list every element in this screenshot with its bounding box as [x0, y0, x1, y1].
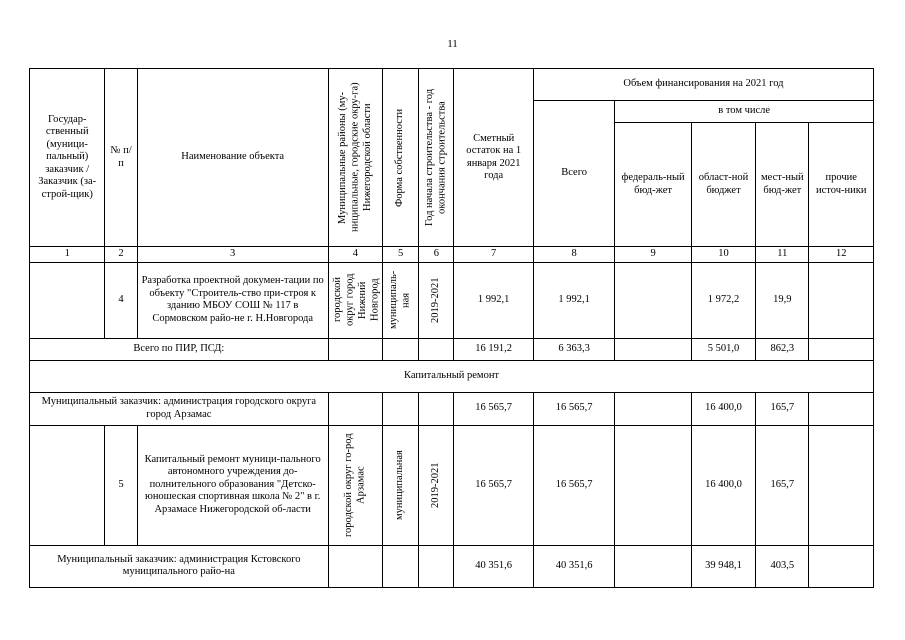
other-value: [809, 262, 874, 338]
col-number: 5: [383, 247, 419, 263]
header-balance: Сметный остаток на 1 января 2021 года: [454, 69, 533, 247]
object-name: Разработка проектной докумен-тации по объекту "Строитель-ство при-строя к зданию МБОУ СОШ № 117 в Сормовском райо-не г. Н.Новгорода: [137, 262, 328, 338]
customer-label: Муниципальный заказчик: администрация Кстовского муниципального райо-на: [30, 545, 329, 587]
col-number: 12: [809, 247, 874, 263]
col-number: 3: [137, 247, 328, 263]
table-row: [30, 392, 874, 425]
header-regional: област-ной бюджет: [691, 123, 755, 247]
header-funding-group: Объем финансирования на 2021 год: [533, 69, 873, 101]
local-value: 19,9: [756, 262, 809, 338]
regional-value: 16 400,0: [691, 425, 755, 545]
col-number: 4: [328, 247, 382, 263]
row-index: 5: [105, 425, 137, 545]
years: 2019-2021: [430, 277, 442, 323]
header-federal: федераль-ный бюд-жет: [615, 123, 691, 247]
header-total: Всего: [533, 101, 614, 247]
header-ownership: Форма собственности: [394, 108, 406, 207]
col-number: 11: [756, 247, 809, 263]
total-value: 1 992,1: [533, 262, 614, 338]
section-title: Капитальный ремонт: [30, 360, 874, 392]
table-row: [30, 262, 874, 338]
col-number: 2: [105, 247, 137, 263]
federal-value: [615, 262, 691, 338]
total-value: 16 565,7: [533, 392, 614, 425]
regional-value: 5 501,0: [691, 338, 755, 360]
balance-value: 1 992,1: [454, 262, 533, 338]
table-row: [30, 545, 874, 587]
total-value: 6 363,3: [533, 338, 614, 360]
customer-label: Муниципальный заказчик: администрация городского округа город Арзамас: [30, 392, 329, 425]
ownership: муниципальная: [394, 450, 406, 520]
page-number: 11: [447, 38, 458, 50]
total-label: Всего по ПИР, ПСД:: [30, 338, 329, 360]
regional-value: 16 400,0: [691, 392, 755, 425]
regional-value: 39 948,1: [691, 545, 755, 587]
col-number: 10: [691, 247, 755, 263]
table-row: [30, 338, 874, 360]
row-index: 4: [105, 262, 137, 338]
table-row: [30, 425, 874, 545]
balance-value: 16 565,7: [454, 425, 533, 545]
col-number: 1: [30, 247, 105, 263]
total-value: 40 351,6: [533, 545, 614, 587]
ownership: муниципаль-ная: [388, 270, 412, 330]
balance-value: 40 351,6: [454, 545, 533, 587]
header-including: в том числе: [615, 101, 874, 123]
local-value: 862,3: [756, 338, 809, 360]
object-name: Капитальный ремонт муници-пального автономного учреждения до-полнительного образования "Детско-юношеская спортивная школа № 2" в г. Арзамасе Нижегородской об-ласти: [137, 425, 328, 545]
balance-value: 16 565,7: [454, 392, 533, 425]
district: городской округ город Нижний Новгород: [331, 273, 381, 327]
column-numbers-row: [30, 247, 874, 263]
col-number: 7: [454, 247, 533, 263]
balance-value: 16 191,2: [454, 338, 533, 360]
header-other: прочие источ-ники: [809, 123, 874, 247]
header-index: № п/п: [105, 69, 137, 247]
section-row: [30, 360, 874, 392]
district: городской округ го-род Арзамас: [342, 433, 367, 537]
header-customer: Государ-ственный (муници-пальный) заказчик / Заказчик (за-строй-щик): [30, 69, 105, 247]
local-value: 165,7: [756, 425, 809, 545]
local-value: 403,5: [756, 545, 809, 587]
col-number: 9: [615, 247, 691, 263]
years: 2019-2021: [430, 462, 442, 508]
financing-table: [29, 68, 874, 588]
col-number: 6: [419, 247, 454, 263]
header-years: Год начала строительства - год окончания строительства: [423, 88, 448, 227]
header-local: мест-ный бюд-жет: [756, 123, 809, 247]
header-district: Муниципальные районы (му-ниципальные, городские окру-га) Нижегородской области: [336, 82, 373, 233]
col-number: 8: [533, 247, 614, 263]
local-value: 165,7: [756, 392, 809, 425]
regional-value: 1 972,2: [691, 262, 755, 338]
header-object-name: Наименование объекта: [137, 69, 328, 247]
total-value: 16 565,7: [533, 425, 614, 545]
